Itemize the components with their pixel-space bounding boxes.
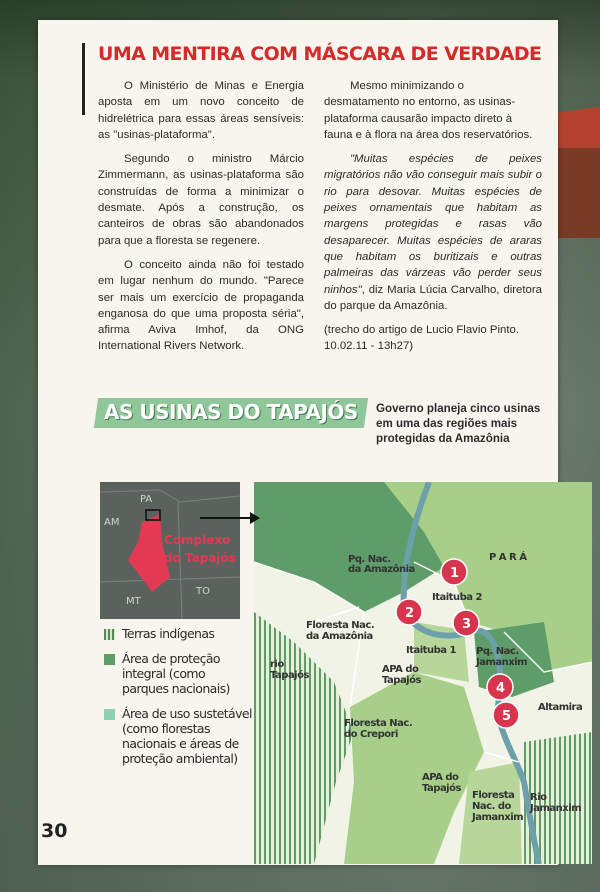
light-green-swatch-icon xyxy=(104,709,115,720)
article-column-right xyxy=(324,78,542,363)
paragraph: O conceito ainda não foi testado em lugar nenhum do mundo. "Parece ser mais um exercício de propaganda enganosa do que uma proposta séria", afirma Aviva Imhof, da ONG International Rivers Network. xyxy=(98,258,304,353)
state-label: P A R Á xyxy=(489,552,527,563)
quote-paragraph xyxy=(324,151,542,314)
svg-text:2: 2 xyxy=(405,606,415,621)
label-pa: PA xyxy=(140,494,153,505)
legend-label: Terras indígenas xyxy=(122,626,215,641)
dam-marker-2[interactable] xyxy=(396,599,422,625)
legend-item-integral xyxy=(104,651,254,696)
article-column-left xyxy=(98,78,304,363)
tapajos-map xyxy=(254,482,592,864)
label-apa-tapajos-south: APA do Tapajós xyxy=(422,772,461,794)
label-pq-amazonia: Pq. Nac. da Amazônia xyxy=(348,554,415,575)
page-number: 30 xyxy=(41,820,68,842)
dam-marker-5[interactable] xyxy=(493,702,519,728)
section-title: AS USINAS DO TAPAJÓS xyxy=(104,400,358,424)
source-credit: (trecho do artigo de Lucio Flavio Pinto. 10.02.11 - 13h27) xyxy=(324,324,520,353)
quote-text: "Muitas espécies de peixes migratórios não vão conseguir mais subir o rio para desovar. Muitas espécies de peixes ornamentais que habitam as margens protegidas e rasas vão desaparecer. Muitas espécies de araras que habitam os buritizais e outras palmeiras das várzeas vão perder seus ninhos" xyxy=(324,153,542,296)
label-mt: MT xyxy=(126,596,141,607)
label-itaituba-1: Itaituba 1 xyxy=(406,645,456,656)
map-legend xyxy=(104,626,254,776)
section-subtitle: Governo planeja cinco usinas em uma das regiões mais protegidas da Amazônia xyxy=(376,402,541,445)
label-floresta-jamanxim: Floresta Nac. do Jamanxim xyxy=(472,790,524,823)
legend-item-sustainable xyxy=(104,706,254,766)
label-am: AM xyxy=(104,517,120,528)
label-itaituba-2: Itaituba 2 xyxy=(432,592,482,603)
svg-text:4: 4 xyxy=(496,681,506,696)
legend-label: Área de proteção integral (como parques nacionais) xyxy=(122,651,230,696)
complex-label-line1: Complexo xyxy=(164,533,231,547)
label-rio-tapajos: rio Tapajós xyxy=(270,659,309,681)
magazine-page xyxy=(38,20,583,865)
title-accent-bar xyxy=(82,43,85,115)
label-altamira: Altamira xyxy=(538,702,583,713)
background-roof xyxy=(552,107,600,154)
dam-marker-3[interactable] xyxy=(453,610,479,636)
legend-label: Área de uso sustetável (como florestas nacionais e áreas de proteção ambiental) xyxy=(122,706,252,766)
complex-label-line2: do Tapajós xyxy=(164,551,236,565)
quote-attribution: , diz Maria Lúcia Carvalho, diretora do parque da Amazônia. xyxy=(324,283,542,312)
legend-item-indigenous xyxy=(104,626,254,641)
dark-green-swatch-icon xyxy=(104,654,115,665)
dam-marker-1[interactable] xyxy=(441,559,467,585)
label-floresta-amazonia: Floresta Nac. da Amazônia xyxy=(306,620,375,642)
locator-arrow-icon xyxy=(198,490,268,530)
hatch-swatch-icon xyxy=(104,629,115,640)
svg-text:3: 3 xyxy=(462,617,472,632)
background-house xyxy=(552,148,600,238)
label-apa-tapajos: APA do Tapajós xyxy=(382,664,421,686)
label-pq-jamanxim: Pq. Nac. Jamanxim xyxy=(476,646,528,668)
label-floresta-crepori: Floresta Nac. do Crepori xyxy=(344,718,413,740)
svg-text:5: 5 xyxy=(502,709,512,724)
dam-marker-4[interactable] xyxy=(487,674,513,700)
paragraph: O Ministério de Minas e Energia aposta em um novo conceito de hidrelétrica para essas áreas sensíveis: as "usinas-plataforma". xyxy=(98,80,304,141)
paragraph: Segundo o ministro Márcio Zimmermann, as usinas-plataforma são construídas de forma a minimizar o desmate. Após a construção, os canteiros de obras são abandonados para que a floresta se regenere. xyxy=(98,153,304,247)
paragraph: Mesmo minimizando o desmatamento no entorno, as usinas-plataforma causarão impacto direto à fauna e à flora na área dos reservatórios. xyxy=(324,80,533,141)
article-title: UMA MENTIRA COM MÁSCARA DE VERDADE xyxy=(98,43,542,65)
svg-text:1: 1 xyxy=(450,566,460,581)
label-rio-jamanxim: Rio Jamanxim xyxy=(530,792,582,814)
label-to: TO xyxy=(196,586,210,597)
